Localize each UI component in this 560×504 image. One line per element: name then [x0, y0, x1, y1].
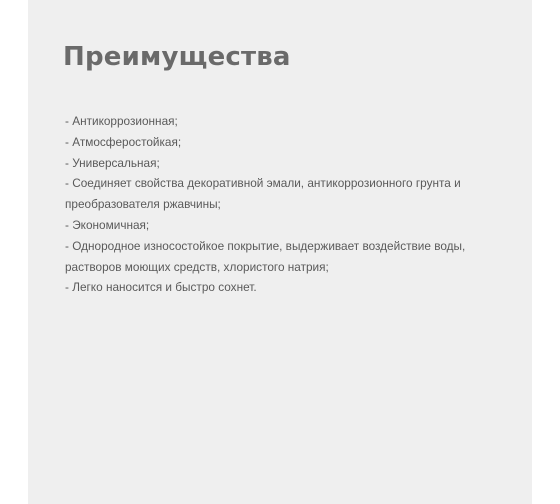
advantage-item-economical: - Экономичная;: [65, 217, 150, 232]
advantage-item-durable-coating: - Однородное износостойкое покрытие, выдерживает воздействие воды, растворов моющих средств, хлористого натрия;: [65, 238, 466, 274]
advantages-panel: [28, 0, 532, 504]
advantage-item-easy-application: - Легко наносится и быстро сохнет.: [65, 280, 257, 295]
advantages-list: [65, 111, 485, 298]
advantage-item-universal: - Универсальная;: [65, 155, 160, 170]
advantages-title: Преимущества: [63, 42, 291, 72]
advantage-item-combined-properties: - Соединяет свойства декоративной эмали, антикоррозионного грунта и преобразователя ржавчины;: [65, 176, 461, 212]
advantage-item-weather: - Атмосферостойкая;: [65, 134, 182, 149]
advantage-item-corrosion: - Антикоррозионная;: [65, 114, 178, 128]
